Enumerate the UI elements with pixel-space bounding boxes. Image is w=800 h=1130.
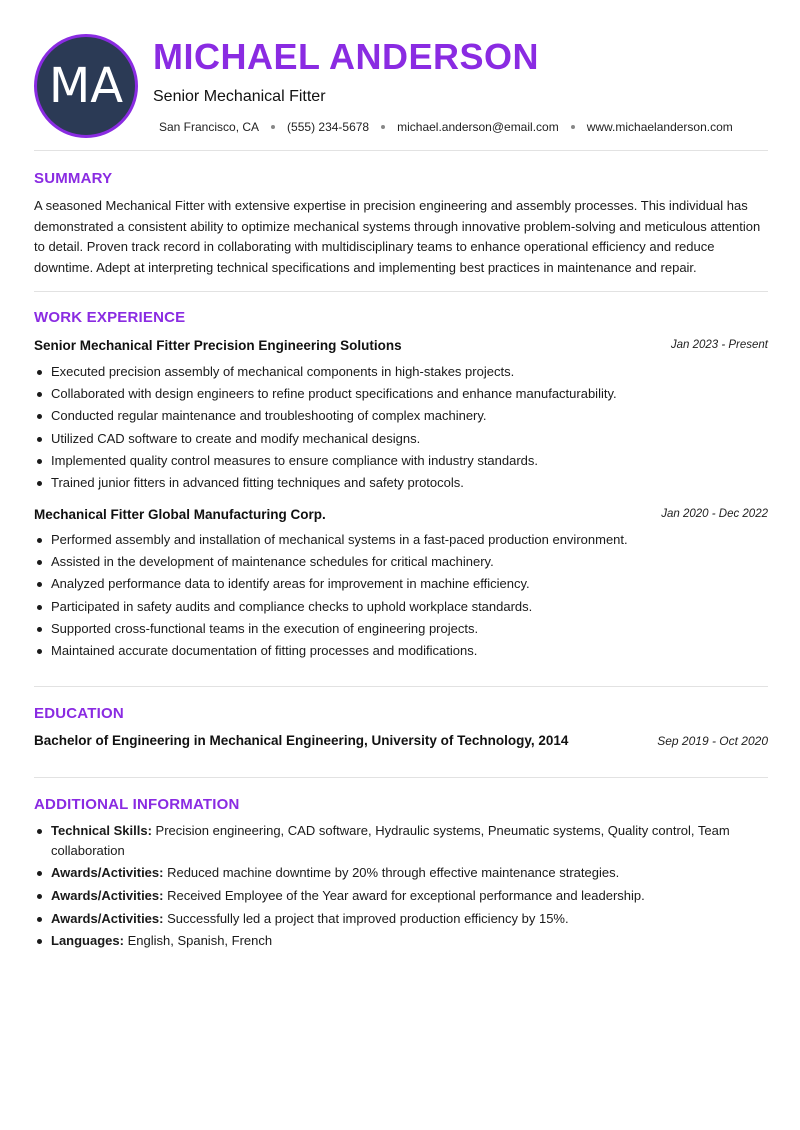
list-item: Maintained accurate documentation of fitting processes and modifications. <box>34 640 768 662</box>
job-bullets <box>34 361 768 494</box>
candidate-name: MICHAEL ANDERSON <box>153 36 540 77</box>
list-item <box>34 909 768 929</box>
additional-info-list <box>34 821 768 954</box>
list-item <box>34 821 768 860</box>
info-text: Precision engineering, CAD software, Hydraulic systems, Pneumatic systems, Quality control, Team collaboration <box>51 823 730 858</box>
list-item: Implemented quality control measures to ensure compliance with industry standards. <box>34 450 768 472</box>
job-header <box>34 338 768 356</box>
job-dates: Jan 2020 - Dec 2022 <box>661 508 768 520</box>
list-item: Utilized CAD software to create and modify mechanical designs. <box>34 428 768 450</box>
section-divider <box>34 686 768 687</box>
additional-info-heading: ADDITIONAL INFORMATION <box>34 796 240 813</box>
job-role: Senior Mechanical Fitter Precision Engineering Solutions <box>34 338 402 353</box>
list-item <box>34 863 768 883</box>
contact-line <box>159 120 733 134</box>
contact-website[interactable]: www.michaelanderson.com <box>586 120 733 134</box>
summary-text: A seasoned Mechanical Fitter with extensive expertise in precision engineering and assembly processes. This individual has demonstrated a consistent ability to optimize mechanical systems through innovative problem-solving and meticulous attention to detail. Proven track record in collaborating with multidisciplinary teams to enhance operational efficiency and reduce downtime. Adept at interpreting technical specifications and implementing best practices in maintenance and repair. <box>34 198 761 275</box>
education-heading: EDUCATION <box>34 705 124 722</box>
job-header <box>34 507 768 525</box>
education-dates: Sep 2019 - Oct 2020 <box>657 734 768 748</box>
avatar-initials: MA <box>48 58 124 114</box>
avatar <box>34 34 138 138</box>
info-text: Successfully led a project that improved production efficiency by 15%. <box>163 910 569 926</box>
list-item: Participated in safety audits and compliance checks to uphold workplace standards. <box>34 596 768 618</box>
list-item: Performed assembly and installation of mechanical systems in a fast-paced production environment. <box>34 529 768 551</box>
list-item: Collaborated with design engineers to refine product specifications and enhance manufacturability. <box>34 383 768 405</box>
separator-dot <box>271 125 275 129</box>
job-role: Mechanical Fitter Global Manufacturing Corp. <box>34 507 326 522</box>
education-entry <box>34 733 768 751</box>
list-item: Conducted regular maintenance and troubleshooting of complex machinery. <box>34 405 768 427</box>
summary-heading: SUMMARY <box>34 170 113 187</box>
list-item: Analyzed performance data to identify areas for improvement in machine efficiency. <box>34 573 768 595</box>
info-text: Reduced machine downtime by 20% through effective maintenance strategies. <box>163 865 620 881</box>
info-text: English, Spanish, French <box>123 933 273 949</box>
separator-dot <box>571 125 575 129</box>
list-item: Trained junior fitters in advanced fitting techniques and safety protocols. <box>34 472 768 494</box>
list-item <box>34 931 768 951</box>
info-label: Awards/Activities: <box>51 910 164 926</box>
work-experience-heading: WORK EXPERIENCE <box>34 309 186 326</box>
info-label: Awards/Activities: <box>51 887 164 903</box>
info-label: Technical Skills: <box>51 823 152 838</box>
contact-email[interactable]: michael.anderson@email.com <box>397 120 559 134</box>
info-label: Awards/Activities: <box>51 865 164 881</box>
contact-phone: (555) 234-5678 <box>287 120 370 134</box>
section-divider <box>34 150 768 151</box>
list-item <box>34 886 768 906</box>
job-bullets <box>34 529 768 662</box>
section-divider <box>34 777 768 778</box>
job-dates: Jan 2023 - Present <box>670 339 768 351</box>
list-item: Executed precision assembly of mechanical components in high-stakes projects. <box>34 361 768 383</box>
resume-header <box>34 34 768 138</box>
education-degree: Bachelor of Engineering in Mechanical Engineering, University of Technology, 2014 <box>34 733 569 748</box>
separator-dot <box>381 125 385 129</box>
list-item: Assisted in the development of maintenance schedules for critical machinery. <box>34 551 768 573</box>
contact-location: San Francisco, CA <box>159 120 260 134</box>
candidate-title: Senior Mechanical Fitter <box>153 88 326 105</box>
info-label: Languages: <box>51 933 124 949</box>
info-text: Received Employee of the Year award for exceptional performance and leadership. <box>163 887 645 903</box>
section-divider <box>34 291 768 292</box>
list-item: Supported cross-functional teams in the execution of engineering projects. <box>34 618 768 640</box>
